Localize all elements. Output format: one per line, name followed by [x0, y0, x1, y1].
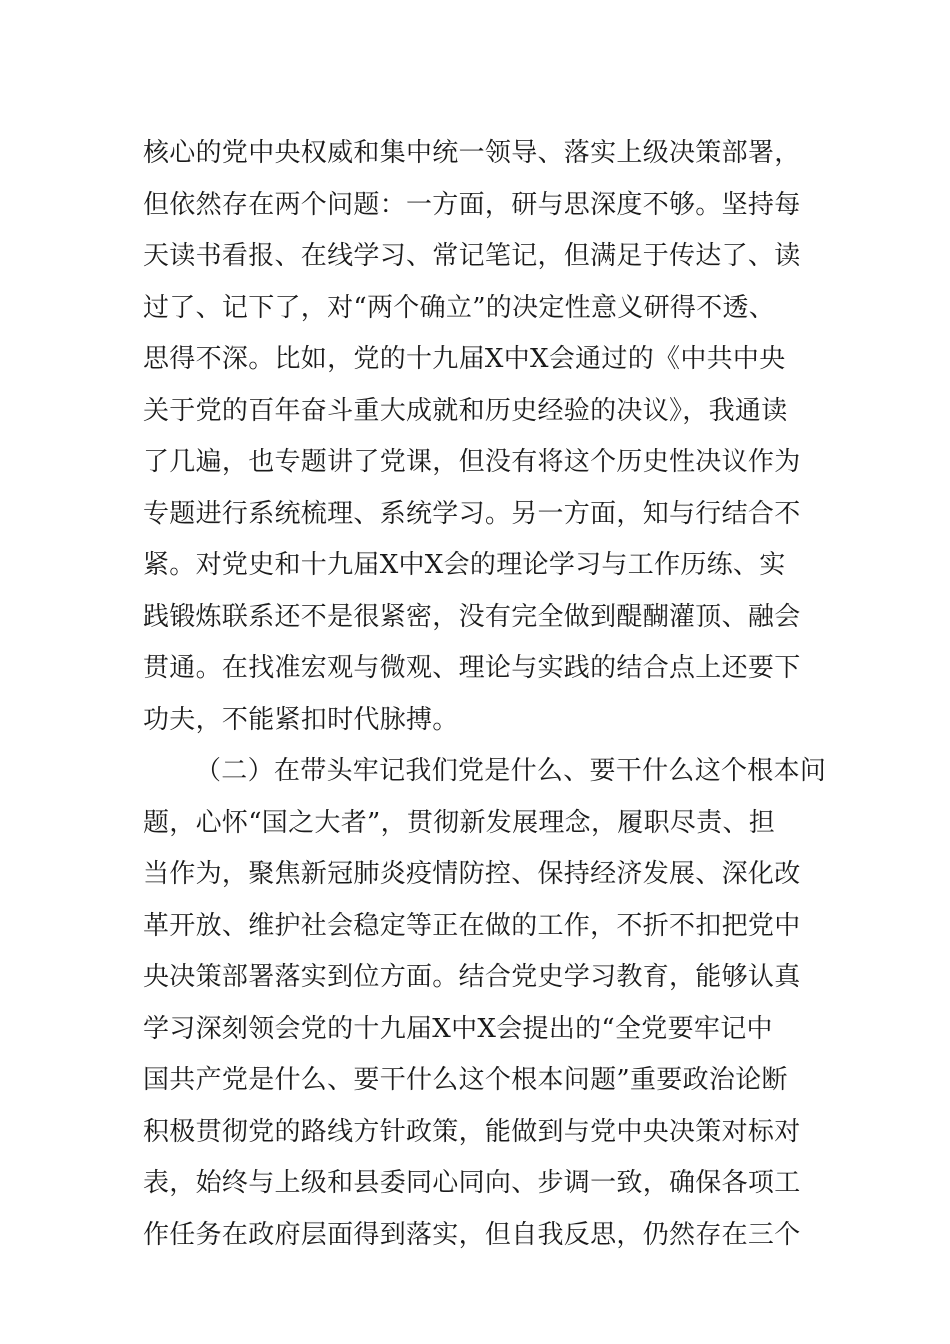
- text-line: 学习深刻领会党的十九届X中X会提出的“全党要牢记中: [143, 1013, 773, 1044]
- text-line: 表，始终与上级和县委同心同向、步调一致，确保各项工: [143, 1168, 801, 1198]
- text-line: 国共产党是什么、要干什么这个根本问题”重要政治论断: [143, 1065, 788, 1095]
- text-line: 天读书看报、在线学习、常记笔记，但满足于传达了、读: [143, 241, 801, 271]
- text-line: 但依然存在两个问题：一方面，研与思深度不够。坚持每: [143, 189, 801, 220]
- text-line: 积极贯彻党的路线方针政策，能做到与党中央决策对标对: [143, 1116, 801, 1147]
- text-line: 题，心怀“国之大者”，贯彻新发展理念，履职尽责、担: [143, 807, 776, 838]
- text-line: 央决策部署落实到位方面。结合党史学习教育，能够认真: [143, 962, 801, 992]
- text-line: 践锻炼联系还不是很紧密，没有完全做到醍醐灌顶、融会: [143, 601, 801, 632]
- body-text: [143, 128, 827, 1261]
- text-line: 紧。对党史和十九届X中X会的理论学习与工作历练、实: [143, 550, 786, 580]
- text-line: 核心的党中央权威和集中统一领导、落实上级决策部署，: [143, 138, 801, 168]
- section-heading-line: （二）在带头牢记我们党是什么、要干什么这个根本问: [195, 756, 827, 786]
- text-line: 过了、记下了，对“两个确立”的决定性意义研得不透、: [143, 292, 776, 323]
- text-line: 专题进行系统梳理、系统学习。另一方面，知与行结合不: [143, 498, 801, 529]
- text-line: 思得不深。比如，党的十九届X中X会通过的《中共中央: [143, 344, 786, 374]
- text-line: 当作为，聚焦新冠肺炎疫情防控、保持经济发展、深化改: [143, 859, 801, 889]
- text-line: 功夫，不能紧扣时代脉搏。: [143, 704, 459, 735]
- text-line: 关于党的百年奋斗重大成就和历史经验的决议》，我通读: [143, 395, 788, 426]
- text-line: 作任务在政府层面得到落实，但自我反思，仍然存在三个: [143, 1219, 801, 1250]
- text-line: 了几遍，也专题讲了党课，但没有将这个历史性决议作为: [143, 447, 801, 477]
- text-line: 革开放、维护社会稳定等正在做的工作，不折不扣把党中: [143, 910, 801, 941]
- text-line: 贯通。在找准宏观与微观、理论与实践的结合点上还要下: [143, 653, 801, 683]
